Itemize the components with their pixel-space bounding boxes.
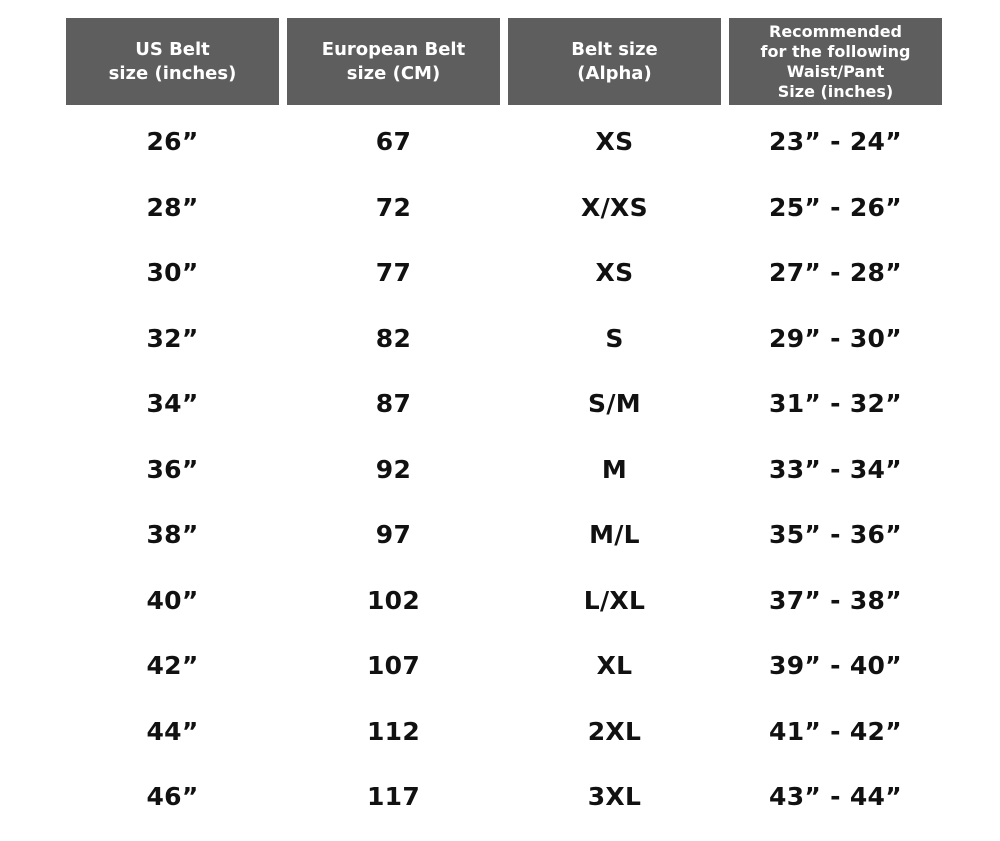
cell-alpha-size: S/M bbox=[588, 389, 641, 419]
cell-eu-size: 92 bbox=[375, 454, 412, 484]
cell-us-size: 38” bbox=[146, 520, 199, 550]
header-european-belt-size bbox=[287, 18, 500, 105]
cell-alpha-size: L/XL bbox=[583, 585, 646, 615]
belt-size-chart bbox=[66, 18, 942, 830]
table-row bbox=[66, 633, 942, 699]
cell-eu-size: 107 bbox=[366, 651, 421, 681]
cell-waist-range: 37” - 38” bbox=[769, 585, 902, 615]
cell-us-size: 42” bbox=[146, 651, 199, 681]
header-us-belt-size bbox=[66, 18, 279, 105]
cell-us-size: 34” bbox=[146, 389, 199, 419]
table-row bbox=[66, 240, 942, 306]
cell-us-size: 40” bbox=[146, 585, 199, 615]
cell-eu-size: 82 bbox=[375, 323, 412, 353]
cell-us-size: 26” bbox=[146, 127, 199, 157]
cell-us-size: 32” bbox=[146, 323, 199, 353]
cell-alpha-size: M bbox=[601, 454, 628, 484]
cell-waist-range: 27” - 28” bbox=[769, 258, 902, 288]
table-row bbox=[66, 371, 942, 437]
cell-alpha-size: XL bbox=[596, 651, 633, 681]
cell-eu-size: 102 bbox=[366, 585, 421, 615]
table-row bbox=[66, 437, 942, 503]
header-belt-size-alpha bbox=[508, 18, 721, 105]
header-row bbox=[66, 18, 942, 105]
cell-waist-range: 25” - 26” bbox=[769, 192, 902, 222]
cell-alpha-size: XS bbox=[595, 127, 634, 157]
cell-waist-range: 39” - 40” bbox=[769, 651, 902, 681]
header-label: US Belt size (inches) bbox=[108, 38, 237, 84]
cell-alpha-size: XS bbox=[595, 258, 634, 288]
cell-eu-size: 77 bbox=[375, 258, 412, 288]
cell-eu-size: 72 bbox=[375, 192, 412, 222]
header-label: Belt size (Alpha) bbox=[571, 38, 658, 84]
cell-us-size: 30” bbox=[146, 258, 199, 288]
table-row bbox=[66, 764, 942, 830]
cell-alpha-size: M/L bbox=[589, 520, 640, 550]
cell-us-size: 44” bbox=[146, 716, 199, 746]
cell-eu-size: 117 bbox=[366, 782, 421, 812]
cell-eu-size: 87 bbox=[375, 389, 412, 419]
cell-us-size: 46” bbox=[146, 782, 199, 812]
cell-alpha-size: S bbox=[605, 323, 624, 353]
cell-waist-range: 33” - 34” bbox=[769, 454, 902, 484]
table-row bbox=[66, 306, 942, 372]
cell-alpha-size: 2XL bbox=[587, 716, 642, 746]
cell-waist-range: 29” - 30” bbox=[769, 323, 902, 353]
cell-us-size: 36” bbox=[146, 454, 199, 484]
header-recommended-waist-size bbox=[729, 18, 942, 105]
header-label: Recommended for the following Waist/Pant Size (inches) bbox=[760, 21, 911, 101]
cell-eu-size: 112 bbox=[366, 716, 421, 746]
table-body bbox=[66, 109, 942, 830]
cell-waist-range: 41” - 42” bbox=[769, 716, 902, 746]
cell-alpha-size: X/XS bbox=[581, 192, 648, 222]
table-row bbox=[66, 502, 942, 568]
header-label: European Belt size (CM) bbox=[321, 38, 466, 84]
cell-waist-range: 35” - 36” bbox=[769, 520, 902, 550]
table-row bbox=[66, 568, 942, 634]
cell-waist-range: 31” - 32” bbox=[769, 389, 902, 419]
cell-us-size: 28” bbox=[146, 192, 199, 222]
table-row bbox=[66, 109, 942, 175]
cell-waist-range: 23” - 24” bbox=[769, 127, 902, 157]
cell-eu-size: 67 bbox=[375, 127, 412, 157]
table-row bbox=[66, 699, 942, 765]
cell-waist-range: 43” - 44” bbox=[769, 782, 902, 812]
cell-eu-size: 97 bbox=[375, 520, 412, 550]
table-row bbox=[66, 175, 942, 241]
cell-alpha-size: 3XL bbox=[587, 782, 642, 812]
